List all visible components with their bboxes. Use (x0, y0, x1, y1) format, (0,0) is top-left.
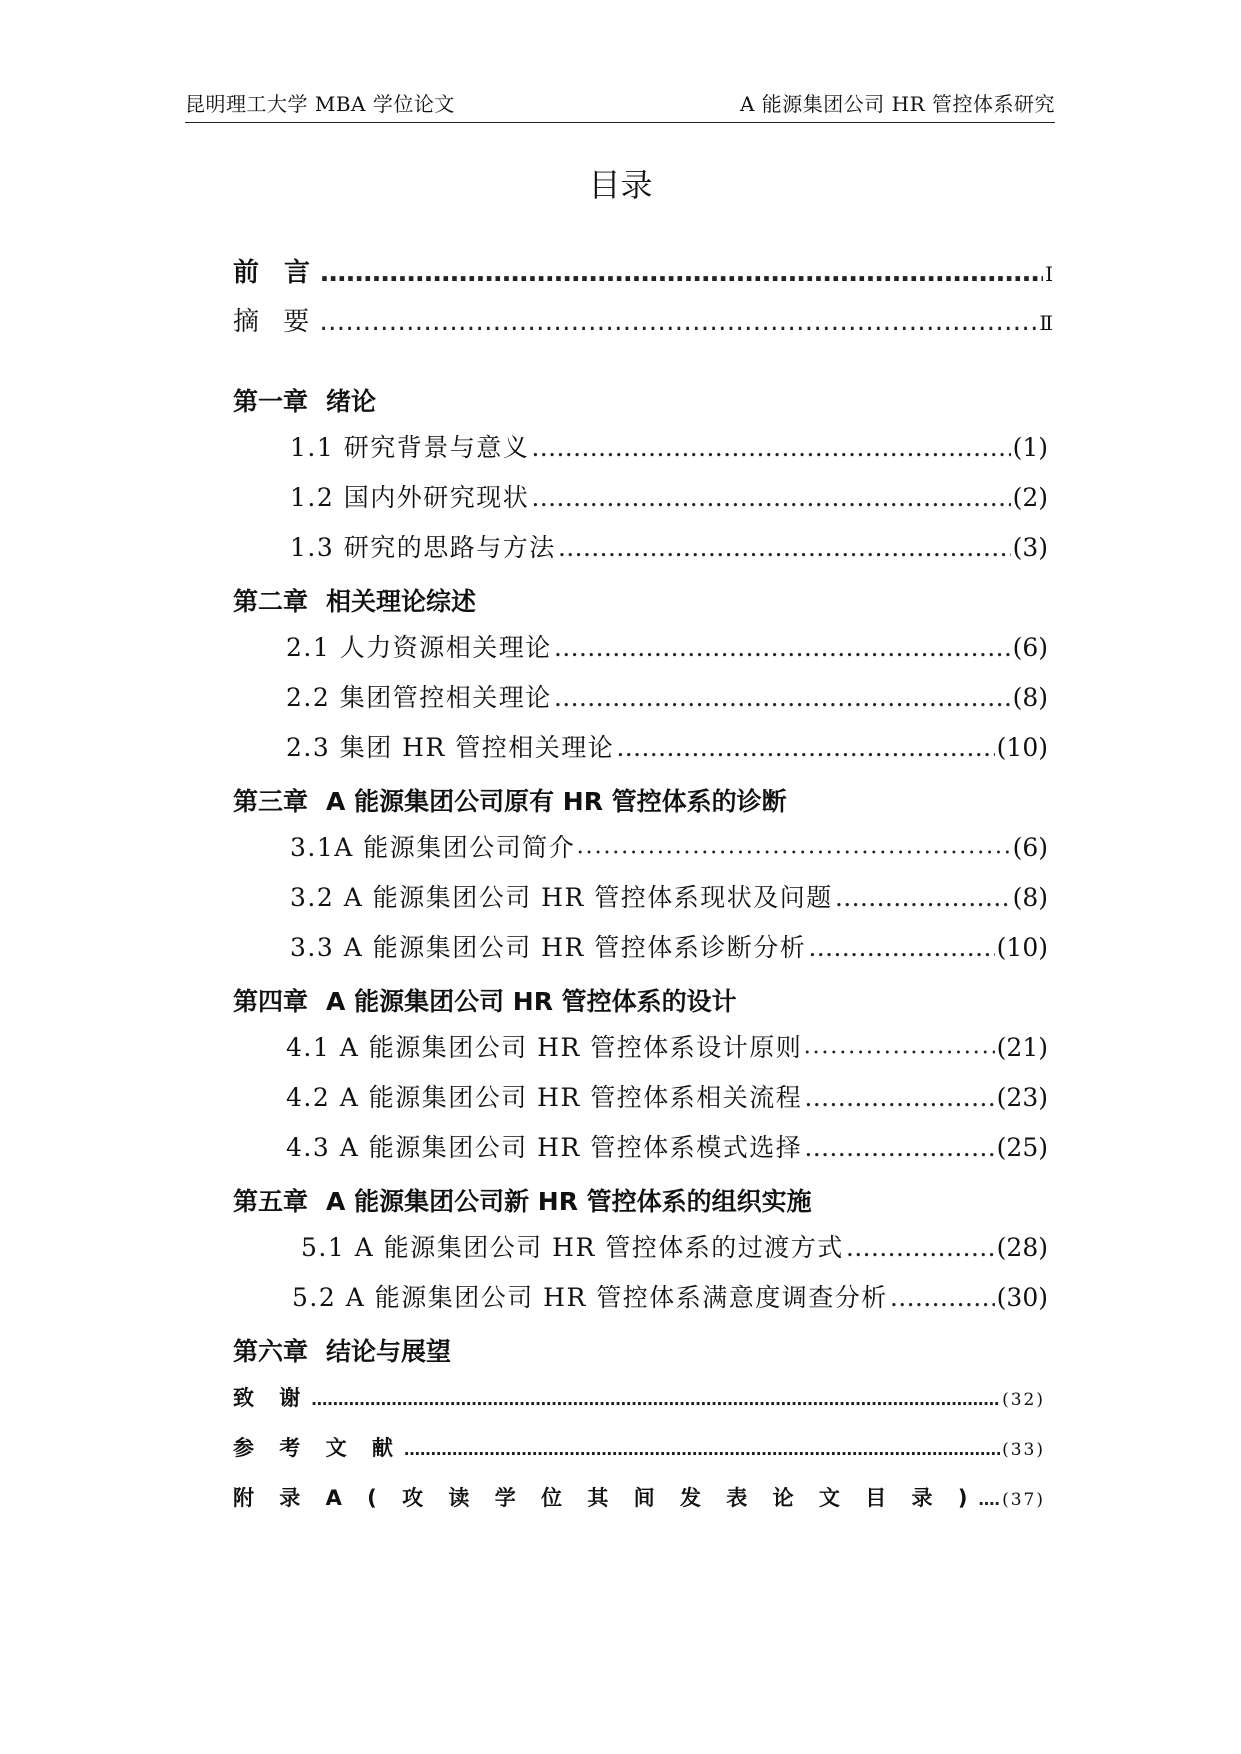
toc-entry-page: (6) (1012, 833, 1048, 862)
toc-entry-page: (8) (1012, 683, 1048, 712)
toc-entry-label: 4.1 A 能源集团公司 HR 管控体系设计原则 (286, 1033, 803, 1062)
toc-section-2-1[interactable] (286, 628, 1048, 672)
toc-leader (554, 683, 1011, 712)
toc-leader (804, 1133, 994, 1162)
toc-entry-label: 5.2 A 能源集团公司 HR 管控体系满意度调查分析 (292, 1283, 888, 1312)
chapter-title: 相关理论综述 (326, 587, 477, 616)
toc-entry-page: (33) (1002, 1440, 1045, 1460)
toc-chapter-4[interactable] (233, 982, 737, 1018)
toc-chapter-2[interactable] (233, 582, 476, 618)
toc-leader (554, 633, 1011, 662)
toc-entry-label: 3.3 A 能源集团公司 HR 管控体系诊断分析 (290, 933, 807, 962)
toc-leader (311, 1390, 1000, 1409)
toc-entry-label: 4.2 A 能源集团公司 HR 管控体系相关流程 (286, 1083, 803, 1112)
chapter-number: 第二章 (233, 587, 309, 616)
toc-entry-references[interactable] (233, 1432, 1045, 1476)
toc-chapter-5[interactable] (233, 1182, 812, 1218)
toc-leader (404, 1440, 1000, 1459)
chapter-number: 第五章 (233, 1187, 309, 1216)
toc-entry-page: (32) (1002, 1390, 1045, 1410)
toc-entry-label: 参 考 文 献 (233, 1436, 402, 1460)
toc-entry-page: (28) (996, 1233, 1048, 1262)
toc-section-1-1[interactable] (290, 428, 1048, 472)
toc-leader (531, 483, 1010, 512)
toc-entry-label: 2.1 人力资源相关理论 (286, 633, 552, 662)
toc-entry-page: (30) (996, 1283, 1048, 1312)
toc-entry-appendix-a[interactable] (233, 1482, 1045, 1526)
toc-leader (804, 1033, 994, 1062)
chapter-number: 第一章 (233, 387, 309, 416)
toc-section-1-3[interactable] (290, 528, 1048, 572)
chapter-title: A 能源集团公司新 HR 管控体系的组织实施 (326, 1187, 812, 1216)
toc-section-4-1[interactable] (286, 1028, 1048, 1072)
toc-entry-page: (21) (996, 1033, 1048, 1062)
toc-entry-label: 附 录 A ( 攻 读 学 位 其 间 发 表 论 文 目 录 ) (233, 1486, 977, 1510)
toc-entry-label: 2.3 集团 HR 管控相关理论 (286, 733, 615, 762)
toc-entry-page: Ⅰ (1045, 262, 1053, 286)
toc-leader (890, 1283, 995, 1312)
toc-entry-preface[interactable] (233, 252, 1053, 296)
toc-entry-label: 1.1 研究背景与意义 (290, 433, 530, 462)
toc-entry-label: 1.2 国内外研究现状 (290, 483, 530, 512)
toc-leader (320, 258, 1043, 288)
toc-section-2-3[interactable] (286, 728, 1048, 772)
header-left-text: 昆明理工大学 MBA 学位论文 (185, 92, 455, 116)
chapter-title: 结论与展望 (326, 1337, 452, 1366)
toc-section-2-2[interactable] (286, 678, 1048, 722)
toc-leader (835, 883, 1011, 912)
toc-entry-label: 5.1 A 能源集团公司 HR 管控体系的过渡方式 (301, 1233, 844, 1262)
toc-entry-page: (37) (1002, 1490, 1045, 1510)
toc-leader (804, 1083, 994, 1112)
toc-leader (319, 307, 1037, 337)
toc-entry-label: 摘 要 (233, 307, 318, 337)
toc-entry-page: (23) (996, 1083, 1048, 1112)
page-title: 目录 (588, 166, 653, 204)
toc-entry-label: 3.2 A 能源集团公司 HR 管控体系现状及问题 (290, 883, 833, 912)
toc-chapter-3[interactable] (233, 782, 787, 818)
toc-entry-label: 致 谢 (233, 1386, 310, 1410)
toc-entry-page: (2) (1012, 483, 1048, 512)
chapter-title: 绪论 (326, 387, 377, 416)
toc-entry-page: Ⅱ (1039, 311, 1053, 335)
toc-section-3-3[interactable] (290, 928, 1048, 972)
toc-chapter-6[interactable] (233, 1332, 451, 1368)
chapter-number: 第三章 (233, 787, 309, 816)
toc-entry-page: (3) (1012, 533, 1048, 562)
toc-entry-label: 前 言 (233, 258, 319, 288)
toc-entry-abstract[interactable] (233, 301, 1053, 345)
toc-entry-label: 3.1A 能源集团公司简介 (290, 833, 576, 862)
toc-chapter-1[interactable] (233, 382, 376, 418)
toc-leader (846, 1233, 995, 1262)
toc-entry-acknowledgements[interactable] (233, 1382, 1045, 1426)
toc-entry-page: (10) (996, 733, 1048, 762)
toc-section-5-1[interactable] (301, 1228, 1048, 1272)
toc-entry-page: (25) (996, 1133, 1048, 1162)
toc-section-5-2[interactable] (292, 1278, 1048, 1322)
toc-leader (558, 533, 1011, 562)
toc-section-4-3[interactable] (286, 1128, 1048, 1172)
toc-leader (978, 1490, 1000, 1509)
toc-entry-page: (1) (1012, 433, 1048, 462)
toc-section-1-2[interactable] (290, 478, 1048, 522)
toc-section-3-1[interactable] (290, 828, 1048, 872)
toc-leader (577, 833, 1010, 862)
toc-leader (616, 733, 994, 762)
toc-entry-page: (6) (1012, 633, 1048, 662)
header-right-text: A 能源集团公司 HR 管控体系研究 (739, 92, 1055, 116)
toc-entry-label: 1.3 研究的思路与方法 (290, 533, 556, 562)
toc-entry-label: 2.2 集团管控相关理论 (286, 683, 552, 712)
chapter-number: 第四章 (233, 987, 309, 1016)
toc-entry-label: 4.3 A 能源集团公司 HR 管控体系模式选择 (286, 1133, 803, 1162)
toc-entry-page: (10) (996, 933, 1048, 962)
toc-leader (531, 433, 1010, 462)
toc-section-3-2[interactable] (290, 878, 1048, 922)
running-header (185, 84, 1055, 123)
toc-section-4-2[interactable] (286, 1078, 1048, 1122)
chapter-title: A 能源集团公司 HR 管控体系的设计 (326, 987, 737, 1016)
toc-entry-page: (8) (1012, 883, 1048, 912)
chapter-title: A 能源集团公司原有 HR 管控体系的诊断 (326, 787, 787, 816)
toc-leader (808, 933, 994, 962)
chapter-number: 第六章 (233, 1337, 309, 1366)
